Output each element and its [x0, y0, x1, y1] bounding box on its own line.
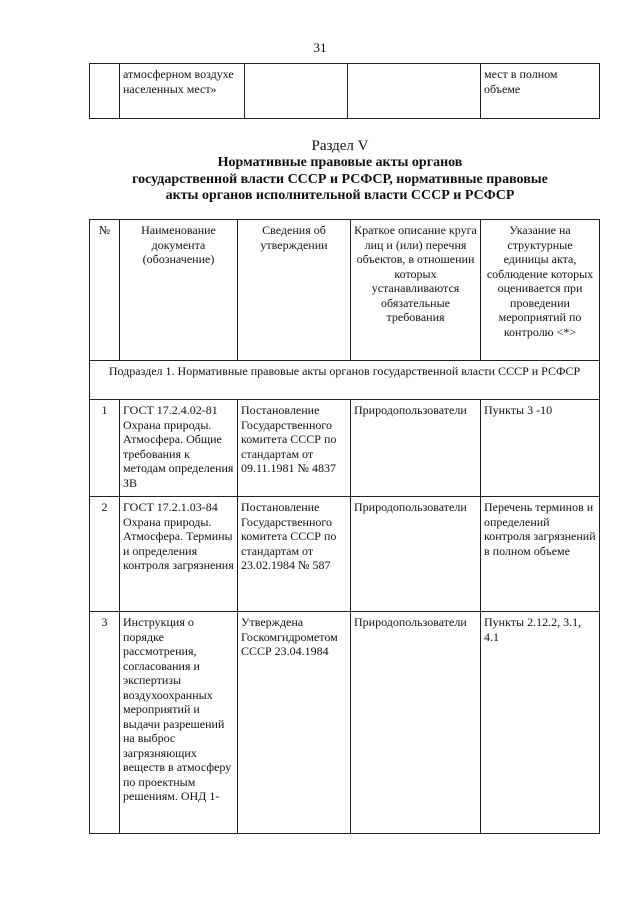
- section-heading: [60, 155, 620, 205]
- cell-num: 2: [90, 497, 120, 612]
- table-row: [90, 400, 600, 497]
- table-row: [90, 64, 600, 119]
- cell-num: [90, 64, 120, 119]
- section-heading-line: государственной власти СССР и РСФСР, нормативные правовые: [132, 171, 548, 187]
- cell-name: Инструкция о порядке рассмотрения, согласования и экспертизы воздухоохранных мероприятий и выдачи разрешений на выброс загрязняющих веществ в атмосферу по проектным решениям. ОНД 1-: [120, 612, 238, 834]
- header-description: Краткое описание круга лиц и (или) перечня объектов, в отношении которых устанавливаются обязательные требования: [351, 220, 481, 361]
- subsection-row: [90, 361, 600, 400]
- acts-table: [89, 219, 600, 834]
- cell-description: [348, 64, 481, 119]
- table-row: [90, 497, 600, 612]
- cell-description: Природопользователи: [351, 497, 481, 612]
- cell-approval: Утверждена Госкомгидрометом СССР 23.04.1984: [238, 612, 351, 834]
- cell-name: ГОСТ 17.2.4.02-81 Охрана природы. Атмосфера. Общие требования к методам определения ЗВ: [120, 400, 238, 497]
- cell-description: Природопользователи: [351, 400, 481, 497]
- cell-description: Природопользователи: [351, 612, 481, 834]
- header-name: Наименование документа (обозначение): [120, 220, 238, 361]
- cell-approval: Постановление Государственного комитета СССР по стандартам от 23.02.1984 № 587: [238, 497, 351, 612]
- continued-table: [89, 63, 600, 119]
- section-title: Раздел V: [311, 138, 369, 154]
- cell-name: ГОСТ 17.2.1.03-84 Охрана природы. Атмосфера. Термины и определения контроля загрязнения: [120, 497, 238, 612]
- cell-num: 1: [90, 400, 120, 497]
- table-header-row: [90, 220, 600, 361]
- cell-name: атмосферном воздухе населенных мест»: [120, 64, 245, 119]
- table-row: [90, 612, 600, 834]
- cell-units: мест в полном объеме: [481, 64, 600, 119]
- cell-units: Перечень терминов и определений контроля загрязнений в полном объеме: [481, 497, 600, 612]
- cell-num: 3: [90, 612, 120, 834]
- cell-approval: Постановление Государственного комитета СССР по стандартам от 09.11.1981 № 4837: [238, 400, 351, 497]
- cell-units: Пункты 2.12.2, 3.1, 4.1: [481, 612, 600, 834]
- cell-approval: [245, 64, 348, 119]
- header-units: Указание на структурные единицы акта, соблюдение которых оценивается при проведении мероприятий по контролю <*>: [481, 220, 600, 361]
- header-num: №: [90, 220, 120, 361]
- page-number: 31: [313, 40, 327, 55]
- section-heading-line: акты органов исполнительной власти СССР и РСФСР: [165, 188, 515, 203]
- cell-units: Пункты 3 -10: [481, 400, 600, 497]
- subsection-title: Подраздел 1. Нормативные правовые акты органов государственной власти СССР и РСФСР: [90, 361, 600, 400]
- section-heading-line: Нормативные правовые акты органов: [217, 155, 463, 170]
- header-approval: Сведения об утверждении: [238, 220, 351, 361]
